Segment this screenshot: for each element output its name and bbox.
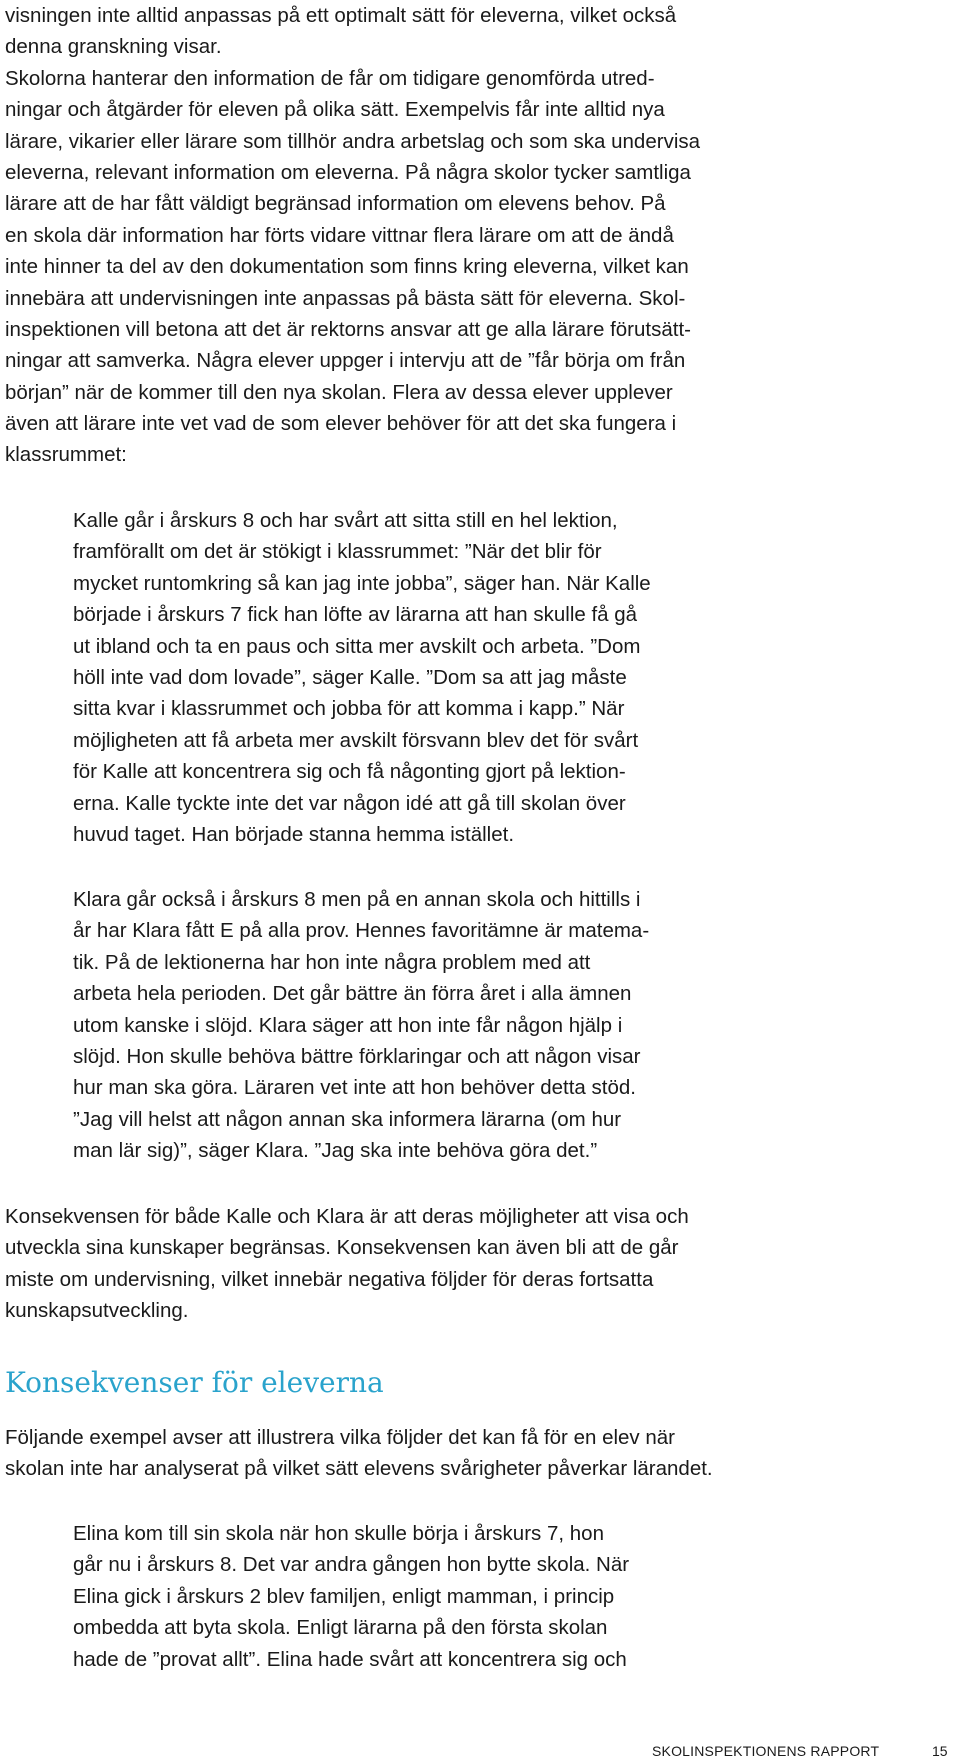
body-paragraph-top	[5, 0, 945, 471]
text-line: ombedda att byta skola. Enligt lärarna på den första skolan	[73, 1616, 608, 1640]
body-paragraph-intro	[5, 1422, 945, 1485]
text-line: innebära att undervisningen inte anpassas på bästa sätt för eleverna. Skol-	[5, 286, 686, 310]
text-line: slöjd. Hon skulle behöva bättre förklaringar och att någon visar	[73, 1044, 641, 1068]
text-line: för Kalle att koncentrera sig och få någonting gjort på lektion-	[73, 760, 626, 784]
text-line: ningar och åtgärder för eleven på olika sätt. Exempelvis får inte alltid nya	[5, 98, 665, 122]
text-line: Följande exempel avser att illustrera vilka följder det kan få för en elev när	[5, 1426, 676, 1449]
body-paragraph-consequence	[5, 1201, 945, 1327]
text-line: Elina gick i årskurs 2 blev familjen, enligt mamman, i princip	[73, 1584, 615, 1608]
text-line: började i årskurs 7 fick han löfte av lärarna att han skulle få gå	[73, 603, 638, 627]
text-line: klassrummet:	[5, 443, 127, 467]
text-line: år har Klara fått E på alla prov. Hennes favoritämne är matema-	[73, 919, 650, 943]
text-line: sitta kvar i klassrummet och jobba för att komma i kapp.” När	[73, 697, 625, 721]
text-line: hur man ska göra. Läraren vet inte att hon behöver detta stöd.	[73, 1076, 636, 1100]
case-example-klara	[73, 884, 960, 1167]
text-line: tik. På de lektionerna har hon inte några problem med att	[73, 950, 591, 974]
text-line: Skolorna hanterar den information de får om tidigare genomförda utred-	[5, 66, 655, 90]
text-line: går nu i årskurs 8. Det var andra gången hon bytte skola. När	[73, 1553, 630, 1577]
text-line: kunskapsutveckling.	[5, 1299, 189, 1323]
text-line: huvud taget. Han började stanna hemma istället.	[73, 822, 515, 846]
text-line: höll inte vad dom lovade”, säger Kalle. ”Dom sa att jag måste	[73, 665, 627, 689]
case-example-elina	[73, 1518, 960, 1675]
text-line: utom kanske i slöjd. Klara säger att hon inte får någon hjälp i	[73, 1013, 623, 1037]
text-line: hade de ”provat allt”. Elina hade svårt att koncentrera sig och	[73, 1647, 627, 1671]
text-line: början” när de kommer till den nya skolan. Flera av dessa elever upplever	[5, 380, 673, 404]
text-line: lärare, vikarier eller lärare som tillhör andra arbetslag och som ska undervisa	[5, 129, 701, 153]
text-line: utveckla sina kunskaper begränsas. Konsekvensen kan även bli att de går	[5, 1236, 679, 1260]
footer-page-number: 15	[932, 1743, 948, 1759]
text-line: miste om undervisning, vilket innebär negativa följder för deras fortsatta	[5, 1267, 654, 1291]
text-line: möjligheten att få arbeta mer avskilt försvann blev det för svårt	[73, 728, 639, 752]
text-line: Klara går också i årskurs 8 men på en annan skola och hittills i	[73, 888, 641, 911]
text-line: lärare att de har fått väldigt begränsad information om elevens behov. På	[5, 192, 666, 216]
text-line: denna granskning visar.	[5, 35, 222, 59]
text-line: en skola där information har förts vidare vittnar flera lärare om att de ändå	[5, 223, 674, 247]
text-line: ”Jag vill helst att någon annan ska informera lärarna (om hur	[73, 1107, 622, 1131]
text-line: framförallt om det är stökigt i klassrummet: ”När det blir för	[73, 540, 602, 564]
text-line: inspektionen vill betona att det är rektorns ansvar att ge alla lärare förutsätt-	[5, 317, 691, 341]
text-line: ut ibland och ta en paus och sitta mer avskilt och arbeta. ”Dom	[73, 634, 641, 658]
text-line: erna. Kalle tyckte inte det var någon idé att gå till skolan över	[73, 791, 626, 815]
text-line: visningen inte alltid anpassas på ett optimalt sätt för eleverna, vilket också	[5, 4, 677, 27]
text-line: man lär sig)”, säger Klara. ”Jag ska inte behöva göra det.”	[73, 1139, 598, 1163]
text-line: Konsekvensen för både Kalle och Klara är att deras möjligheter att visa och	[5, 1205, 689, 1228]
case-example-kalle	[73, 505, 960, 850]
section-heading: Konsekvenser för eleverna	[5, 1366, 384, 1399]
text-line: Kalle går i årskurs 8 och har svårt att sitta still en hel lektion,	[73, 509, 618, 532]
text-line: skolan inte har analyserat på vilket sätt elevens svårigheter påverkar lärandet.	[5, 1457, 713, 1481]
text-line: ningar att samverka. Några elever uppger i intervju att de ”får börja om från	[5, 349, 686, 373]
text-line: även att lärare inte vet vad de som elever behöver för att det ska fungera i	[5, 412, 677, 436]
footer-publication-title: SKOLINSPEKTIONENS RAPPORT	[652, 1743, 880, 1759]
text-line: mycket runtomkring så kan jag inte jobba”, säger han. När Kalle	[73, 571, 651, 595]
text-line: arbeta hela perioden. Det går bättre än förra året i alla ämnen	[73, 982, 632, 1006]
text-line: eleverna, relevant information om eleverna. På några skolor tycker samtliga	[5, 160, 691, 184]
text-line: inte hinner ta del av den dokumentation som finns kring eleverna, vilket kan	[5, 255, 689, 279]
text-line: Elina kom till sin skola när hon skulle börja i årskurs 7, hon	[73, 1522, 604, 1545]
